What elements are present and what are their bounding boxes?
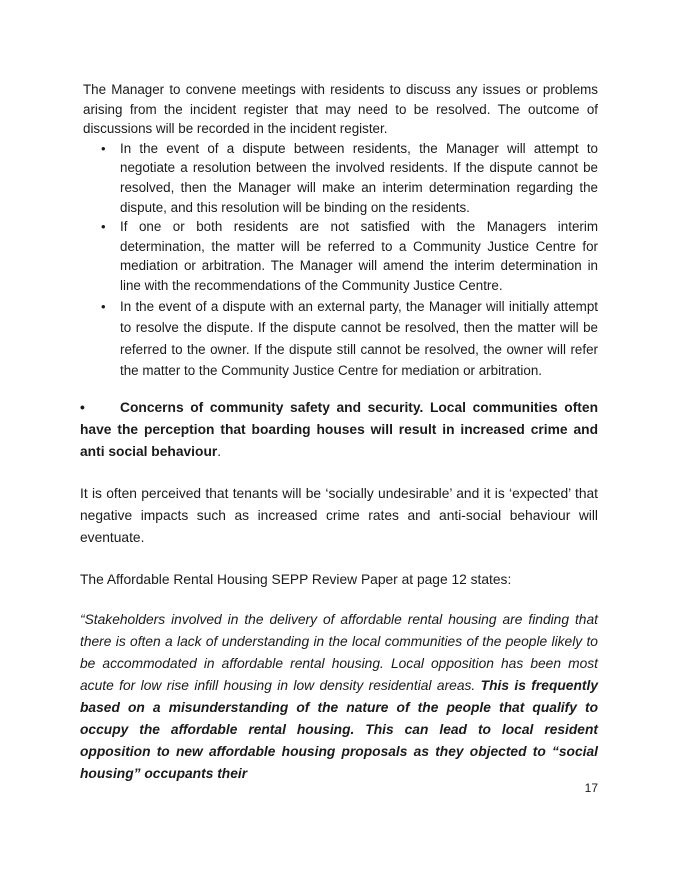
concern-heading-period: . — [217, 443, 222, 459]
bullet-icon: • — [101, 140, 106, 156]
bullet-icon: • — [80, 399, 85, 415]
concern-heading — [80, 397, 598, 463]
bullet-icon: • — [101, 219, 106, 235]
list-item-text: In the event of a dispute with an external party, the Manager will initially attempt to resolve the dispute. If the dispute cannot be resolved, then the matter will be referred to the owner. If the dispute still cannot be resolved, the owner will refer the matter to the Community Justice Centre for mediation or arbitration. — [120, 298, 598, 379]
sepp-quote — [80, 609, 598, 785]
dispute-bullet-list — [80, 139, 598, 382]
page-content — [80, 80, 598, 785]
list-item — [80, 139, 598, 217]
perception-paragraph: It is often perceived that tenants will be ‘socially undesirable’ and it is ‘expected’ that negative impacts such as increased crime rates and anti-social behaviour will eventuate. — [80, 485, 598, 545]
quote-italic-text: “Stakeholders involved in the delivery of affordable rental housing are finding that there is often a lack of understanding in the local communities of the people likely to be accommodated in affordable rental housing. Local opposition has been most acute for low rise infill housing in low density residential areas. — [80, 611, 598, 693]
list-item — [80, 296, 598, 382]
page-number: 17 — [584, 781, 598, 795]
intro-paragraph: The Manager to convene meetings with residents to discuss any issues or problems arising from the incident register that may need to be resolved. The outcome of discussions will be recorded in the incident register. — [83, 82, 598, 137]
list-item-text: If one or both residents are not satisfied with the Managers interim determination, the matter will be referred to a Community Justice Centre for mediation or arbitration. The Manager will amend the interim determination in line with the recommendations of the Community Justice Centre. — [120, 219, 598, 293]
sepp-reference-paragraph: The Affordable Rental Housing SEPP Review Paper at page 12 states: — [80, 571, 512, 587]
bullet-icon: • — [101, 298, 106, 314]
list-item — [80, 217, 598, 295]
concern-heading-text: Concerns of community safety and security. Local communities often have the perception that boarding houses will result in increased crime and anti social behaviour — [80, 399, 598, 459]
quote-bold-text: This is frequently based on a misunderstanding of the nature of the people that qualify to occupy the affordable rental housing. This can lead to local resident opposition to new affordable housing proposals as they objected to “social housing” occupants their — [80, 677, 598, 781]
intro-section — [80, 80, 598, 382]
list-item-text: In the event of a dispute between residents, the Manager will attempt to negotiate a resolution between the involved residents. If the dispute cannot be resolved, then the Manager will make an interim determination regarding the dispute, and this resolution will be binding on the residents. — [120, 140, 598, 215]
